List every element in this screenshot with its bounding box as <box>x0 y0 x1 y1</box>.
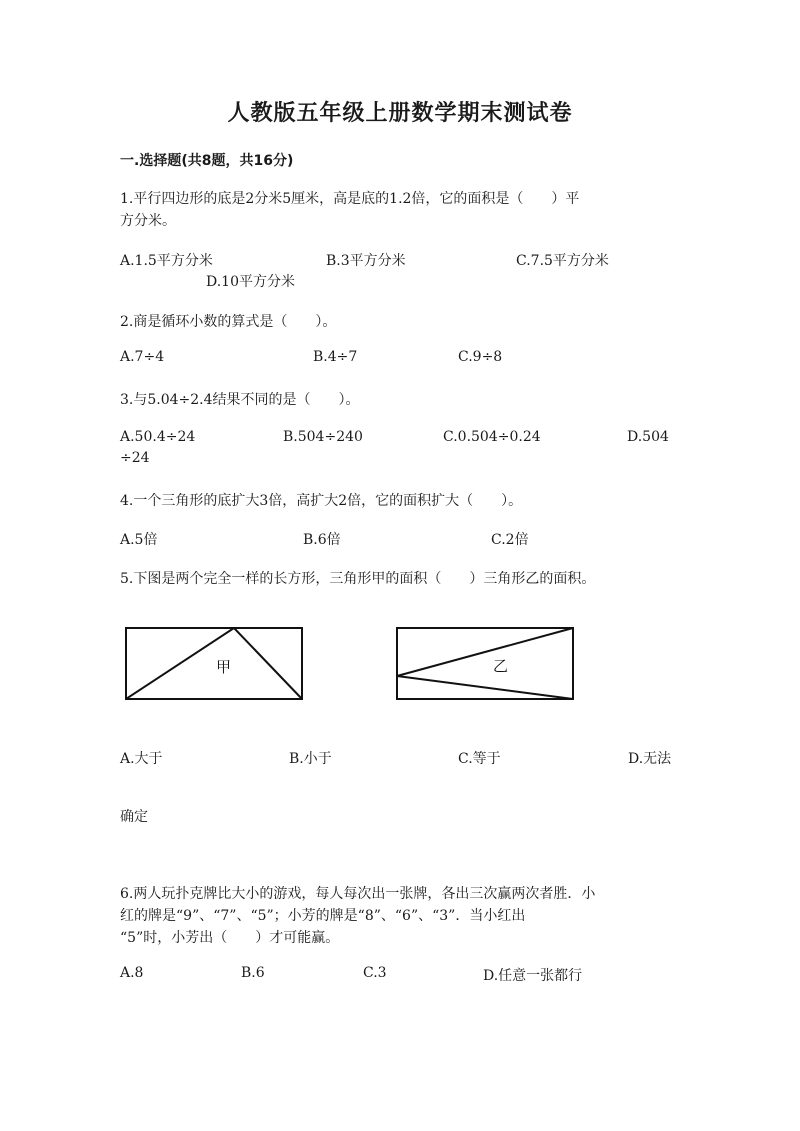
question-5-option-b: B.小于 <box>289 751 332 767</box>
question-6-stem-line-2: 红的牌是“9”、“7”、“5”；小芳的牌是“8”、“6”、“3”．当小红出 <box>120 908 526 924</box>
triangle-jia-label: 甲 <box>216 658 232 676</box>
question-2-stem: 2.商是循环小数的算式是（ ）。 <box>120 314 337 330</box>
question-5-stem: 5.下图是两个完全一样的长方形，三角形甲的面积（ ）三角形乙的面积。 <box>120 571 596 587</box>
question-6-option-d: D.任意一张都行 <box>483 968 583 984</box>
question-3-option-c: C.0.504÷0.24 <box>443 429 541 445</box>
question-4-option-c: C.2倍 <box>491 532 529 548</box>
question-1-option-c: C.7.5平方分米 <box>516 253 609 269</box>
question-2-option-b: B.4÷7 <box>313 349 358 365</box>
question-6-option-a: A.8 <box>120 965 144 981</box>
question-1-option-d: D.10平方分米 <box>206 274 295 290</box>
question-1-stem-line-2: 方分米。 <box>120 213 176 229</box>
question-3-stem: 3.与5.04÷2.4结果不同的是（ ）。 <box>120 392 360 408</box>
question-4-stem: 4.一个三角形的底扩大3倍，高扩大2倍，它的面积扩大（ ）。 <box>120 493 523 509</box>
triangle-yi-lower-side <box>397 676 573 699</box>
question-2-option-a: A.7÷4 <box>120 349 165 365</box>
question-5-option-d-continued: 确定 <box>120 809 148 825</box>
question-6-option-c: C.3 <box>363 965 387 981</box>
triangle-yi-upper-side <box>397 628 573 676</box>
question-3-option-d: D.504 <box>627 429 669 445</box>
question-5-option-d: D.无法 <box>628 751 672 767</box>
page-title: 人教版五年级上册数学期末测试卷 <box>227 101 573 126</box>
question-4-option-b: B.6倍 <box>303 532 341 548</box>
question-3-option-a: A.50.4÷24 <box>120 429 196 445</box>
question-3-option-d-continued: ÷24 <box>120 450 150 466</box>
question-1-option-b: B.3平方分米 <box>326 253 406 269</box>
question-1-option-a: A.1.5平方分米 <box>120 253 213 269</box>
rectangle-figure-yi <box>395 626 577 702</box>
question-5-option-a: A.大于 <box>120 751 163 767</box>
rectangle-figure-jia <box>124 626 306 702</box>
rectangle-jia-outline <box>126 628 302 699</box>
triangle-yi-label: 乙 <box>493 657 509 675</box>
question-4-option-a: A.5倍 <box>120 532 158 548</box>
question-6-option-b: B.6 <box>241 965 265 981</box>
question-6-stem-line-3: “5”时，小芳出（ ）才可能赢。 <box>120 930 340 946</box>
question-2-option-c: C.9÷8 <box>458 349 503 365</box>
question-3-option-b: B.504÷240 <box>283 429 363 445</box>
question-6-stem-line-1: 6.两人玩扑克牌比大小的游戏，每人每次出一张牌，各出三次赢两次者胜．小 <box>120 886 596 902</box>
triangle-jia-right-side <box>234 628 302 699</box>
question-1-stem-line-1: 1.平行四边形的底是2分米5厘米，高是底的1.2倍，它的面积是（ ）平 <box>120 191 580 207</box>
question-5-option-c: C.等于 <box>458 751 501 767</box>
section-heading: 一.选择题(共8题，共16分) <box>120 153 294 169</box>
